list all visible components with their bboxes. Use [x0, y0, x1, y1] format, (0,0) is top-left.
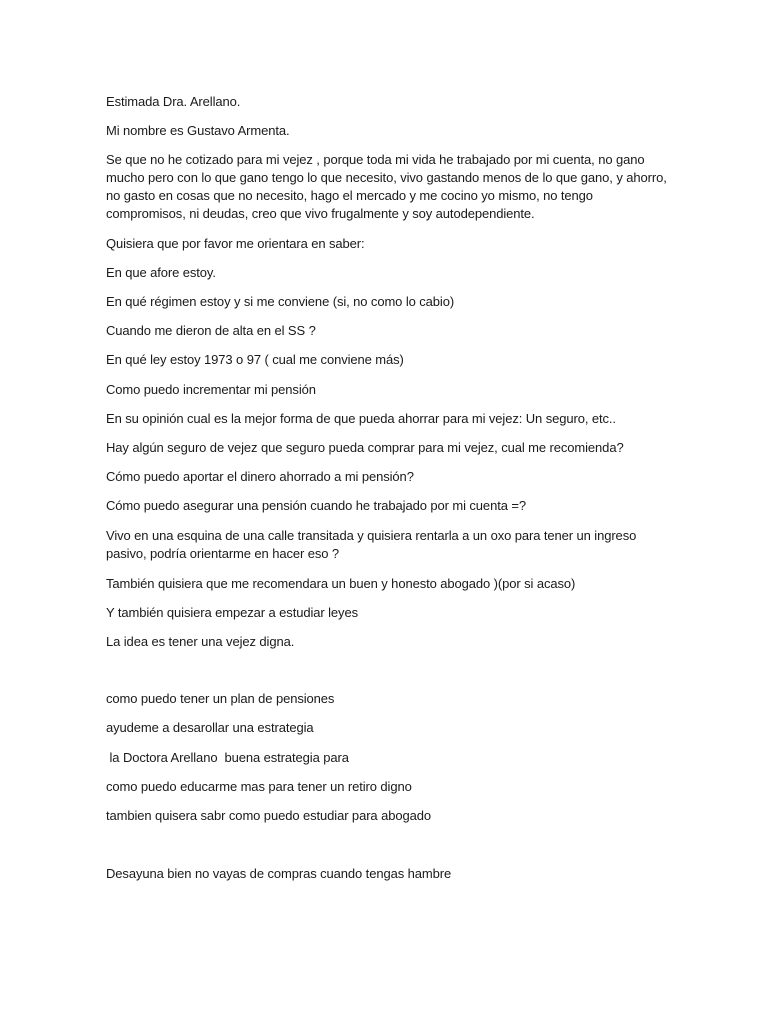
question-item: En qué régimen estoy y si me conviene (si, no como lo cabio) — [106, 294, 455, 309]
note-line: como puedo educarme mas para tener un retiro digno — [106, 779, 412, 794]
note-line: la Doctora Arellano buena estrategia para — [106, 750, 349, 765]
note-line: como puedo tener un plan de pensiones — [106, 691, 335, 706]
note-line: ayudeme a desarollar una estrategia — [106, 720, 314, 735]
question-item: En qué ley estoy 1973 o 97 ( cual me conviene más) — [106, 352, 404, 367]
question-item: En su opinión cual es la mejor forma de que pueda ahorrar para mi vejez: Un seguro, etc.. — [106, 411, 616, 426]
rent-question-line: Vivo en una esquina de una calle transitada y quisiera rentarla a un oxo para tener un ingreso — [106, 528, 637, 543]
note-line: tambien quisera sabr como puedo estudiar para abogado — [106, 808, 431, 823]
question-item: En que afore estoy. — [106, 265, 216, 280]
question-item: Como puedo incrementar mi pensión — [106, 382, 316, 397]
question-item: Hay algún seguro de vejez que seguro pueda comprar para mi vejez, cual me recomienda? — [106, 440, 624, 455]
request-intro: Quisiera que por favor me orientara en saber: — [106, 236, 365, 251]
closing-line: También quisiera que me recomendara un buen y honesto abogado )(por si acaso) — [106, 576, 576, 591]
question-item: Cómo puedo asegurar una pensión cuando he trabajado por mi cuenta =? — [106, 498, 526, 513]
background-line: no gasto en cosas que no necesito, hago el mercado y me cocino yo mismo, no tengo — [106, 188, 593, 203]
rent-question-line: pasivo, podría orientarme en hacer eso ? — [106, 546, 340, 561]
background-line: Se que no he cotizado para mi vejez , porque toda mi vida he trabajado por mi cuenta, no gano — [106, 152, 645, 167]
final-note: Desayuna bien no vayas de compras cuando tengas hambre — [106, 866, 452, 881]
background-line: mucho pero con lo que gano tengo lo que necesito, vivo gastando menos de lo que gano, y ahorro, — [106, 170, 667, 185]
closing-line: La idea es tener una vejez digna. — [106, 634, 295, 649]
closing-line: Y también quisiera empezar a estudiar leyes — [106, 605, 358, 620]
intro-line: Mi nombre es Gustavo Armenta. — [106, 123, 290, 138]
background-line: compromisos, ni deudas, creo que vivo frugalmente y soy autodependiente. — [106, 206, 535, 221]
question-item: Cuando me dieron de alta en el SS ? — [106, 323, 316, 338]
greeting: Estimada Dra. Arellano. — [106, 94, 241, 109]
question-item: Cómo puedo aportar el dinero ahorrado a mi pensión? — [106, 469, 414, 484]
